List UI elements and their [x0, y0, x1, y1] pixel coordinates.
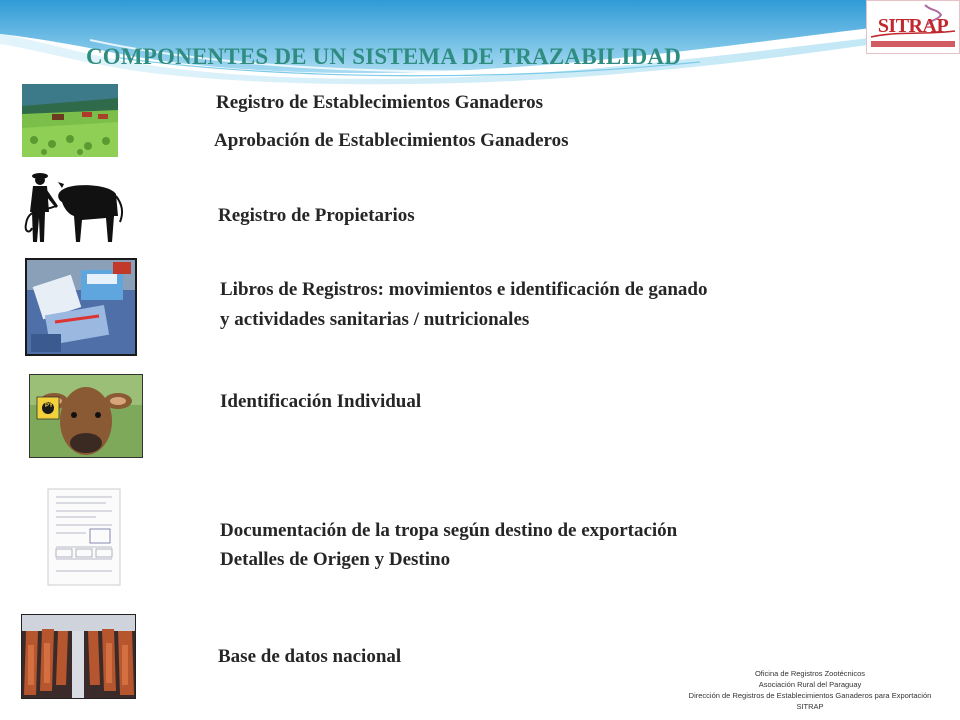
item-registro-establecimientos: Registro de Establecimientos Ganaderos — [216, 92, 544, 113]
farm-field-photo — [22, 84, 118, 157]
item-identificacion-individual: Identificación Individual — [220, 391, 422, 412]
record-books-photo — [25, 258, 137, 356]
meat-storage-photo — [21, 614, 136, 699]
export-document-image — [46, 487, 122, 587]
slide-title: COMPONENTES DE UN SISTEMA DE TRAZABILIDAD — [86, 44, 682, 69]
logo-text: SITRAP — [877, 15, 949, 37]
item-base-datos-nacional: Base de datos nacional — [218, 646, 402, 667]
item-aprobacion-establecimientos: Aprobación de Establecimientos Ganaderos — [214, 130, 569, 151]
ear-tag-text: PY — [44, 403, 53, 409]
item-documentacion-tropa-line1: Documentación de la tropa según destino de exportación — [220, 520, 678, 541]
footer-line-1: Oficina de Registros Zootécnicos — [754, 669, 866, 678]
item-libros-registros-line2: y actividades sanitarias / nutricionales — [220, 309, 530, 330]
tagged-cow-photo — [29, 374, 143, 458]
footer-line-2: Asociación Rural del Paraguay — [758, 680, 862, 689]
footer-line-4: SITRAP — [796, 702, 824, 711]
footer-credits — [660, 668, 960, 712]
logo-tagline-bar — [871, 41, 955, 47]
footer-line-3: Dirección de Registros de Establecimientos Ganaderos para Exportación — [688, 691, 932, 700]
farmer-and-bull-silhouette-icon — [22, 168, 126, 246]
sitrap-logo — [866, 0, 960, 54]
item-documentacion-tropa-line2: Detalles de Origen y Destino — [220, 549, 451, 570]
item-libros-registros-line1: Libros de Registros: movimientos e identificación de ganado — [220, 279, 708, 300]
item-registro-propietarios: Registro de Propietarios — [218, 205, 415, 226]
